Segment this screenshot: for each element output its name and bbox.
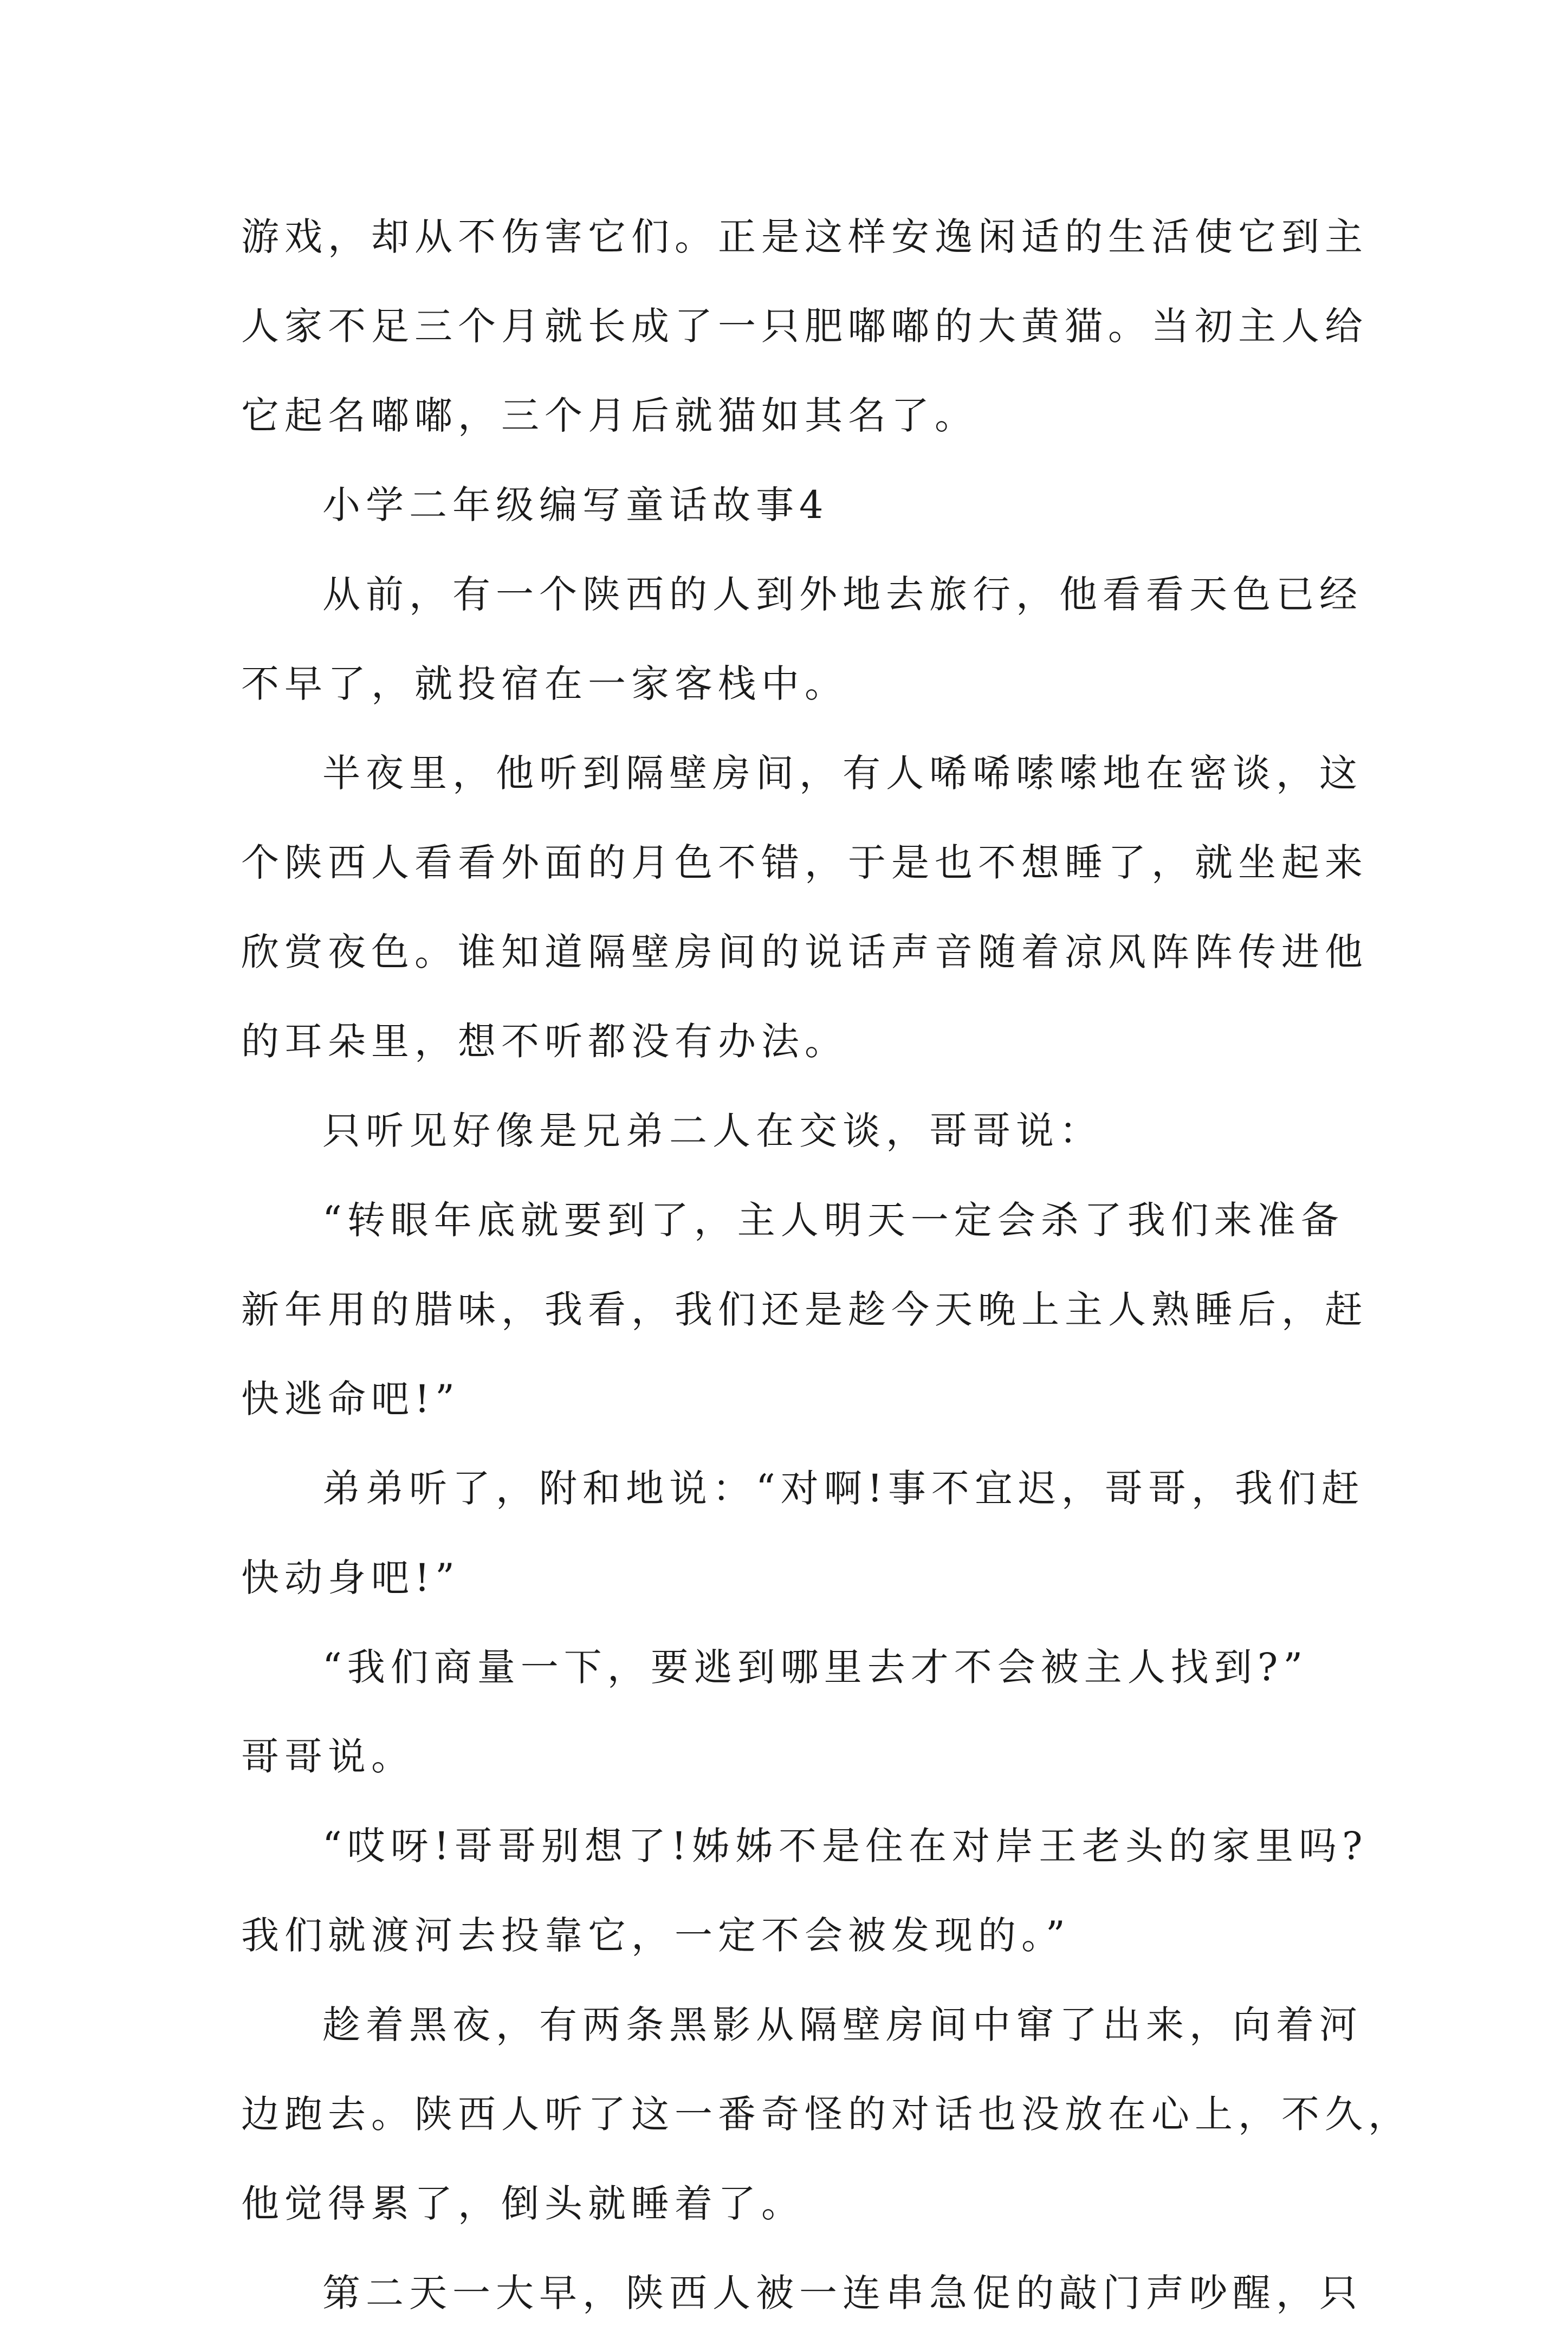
text-line: 弟弟听了，附和地说：“对啊!事不宜迟，哥哥，我们赶 — [322, 1466, 1365, 1511]
text-line: 人家不足三个月就长成了一只肥嘟嘟的大黄猫。当初主人给 — [241, 304, 1368, 348]
text-line: 我们就渡河去投靠它，一定不会被发现的。” — [241, 1913, 1071, 1958]
text-line: 半夜里，他听到隔壁房间，有人唏唏嗦嗦地在密谈，这 — [322, 751, 1363, 795]
text-line: 他觉得累了，倒头就睡着了。 — [241, 2181, 805, 2226]
text-line: 只听见好像是兄弟二人在交谈，哥哥说： — [322, 1109, 1103, 1153]
text-line: “哎呀!哥哥别想了!姊姊不是住在对岸王老头的家里吗? — [322, 1824, 1368, 1868]
text-line: 个陕西人看看外面的月色不错，于是也不想睡了，就坐起来 — [241, 840, 1368, 885]
text-line: 第二天一大早，陕西人被一连串急促的敲门声吵醒，只 — [322, 2271, 1363, 2315]
text-line: 它起名嘟嘟，三个月后就猫如其名了。 — [241, 393, 978, 438]
text-line: 新年用的腊味，我看，我们还是趁今天晚上主人熟睡后，赶 — [241, 1287, 1368, 1332]
text-line: 小学二年级编写童话故事4 — [322, 483, 829, 527]
text-line: 欣赏夜色。谁知道隔壁房间的说话声音随着凉风阵阵传进他 — [241, 930, 1368, 974]
text-line: 边跑去。陕西人听了这一番奇怪的对话也没放在心上，不久， — [241, 2092, 1411, 2136]
text-line: 游戏，却从不伤害它们。正是这样安逸闲适的生活使它到主 — [241, 215, 1368, 259]
text-line: 趁着黑夜，有两条黑影从隔壁房间中窜了出来，向着河 — [322, 2003, 1363, 2047]
text-line: 快动身吧!” — [241, 1556, 460, 1600]
text-line: 从前，有一个陕西的人到外地去旅行，他看看天色已经 — [322, 572, 1363, 617]
text-line: 不早了，就投宿在一家客栈中。 — [241, 662, 848, 706]
text-line: 的耳朵里，想不听都没有办法。 — [241, 1019, 848, 1064]
text-line: 快逃命吧!” — [241, 1377, 460, 1421]
body-text — [241, 192, 1411, 2338]
text-line: “我们商量一下，要逃到哪里去才不会被主人找到?” — [322, 1645, 1308, 1689]
text-line: “转眼年底就要到了，主人明天一定会杀了我们来准备 — [322, 1198, 1344, 1242]
text-line: 哥哥说。 — [241, 1734, 414, 1779]
